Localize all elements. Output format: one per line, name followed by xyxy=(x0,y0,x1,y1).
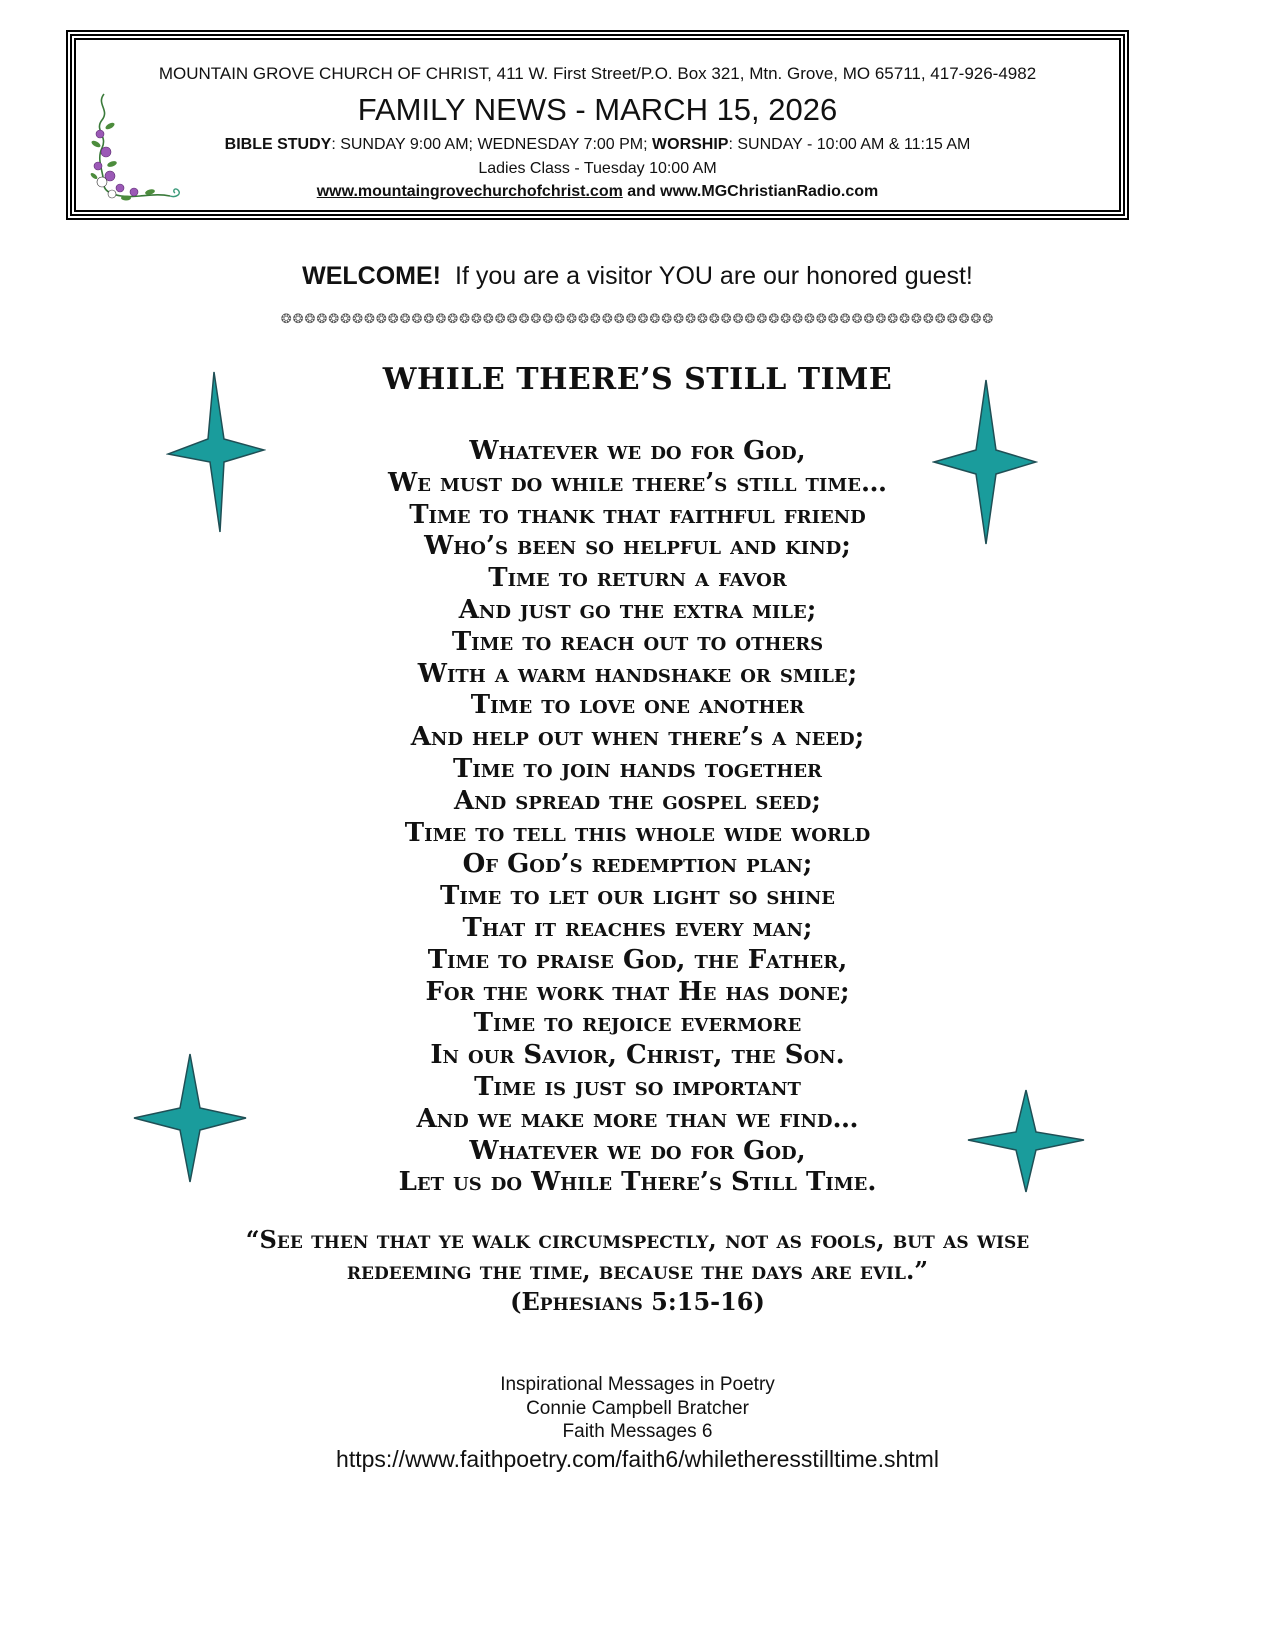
welcome-bold: WELCOME! xyxy=(302,262,441,290)
scripture-reference: (Ephesians 5:15-16) xyxy=(510,1287,765,1316)
poem-line: Time to let our light so shine xyxy=(439,881,836,912)
star-shape xyxy=(134,1054,246,1182)
radio-website-link[interactable]: www.MGChristianRadio.com xyxy=(660,183,879,200)
newsletter-title: FAMILY NEWS - MARCH 15, 2026 xyxy=(357,92,838,127)
poem-line: Time to tell this whole wide world xyxy=(404,817,871,848)
credit-series: Faith Messages 6 xyxy=(562,1421,713,1442)
poem-line: Time to rejoice evermore xyxy=(473,1008,802,1039)
poem-line: Time is just so important xyxy=(474,1071,801,1102)
poem-line: And spread the gospel seed; xyxy=(454,785,821,816)
poem-line: In our Savior, Christ, the Son. xyxy=(430,1040,845,1071)
poem-line: That it reaches every man; xyxy=(462,912,813,943)
credit-collection: Inspirational Messages in Poetry xyxy=(500,1374,775,1395)
poem-line: For the work that He has done; xyxy=(425,976,850,1007)
poem-line: With a warm handshake or smile; xyxy=(417,658,858,689)
poem-line: Who’s been so helpful and kind; xyxy=(424,531,851,562)
credit-url-link[interactable]: https://www.faithpoetry.com/faith6/whiletheresstilltime.shtml xyxy=(336,1445,939,1472)
church-website-link[interactable]: www.mountaingrovechurchofchrist.com xyxy=(316,183,623,200)
service-schedule xyxy=(76,136,1119,154)
church-header xyxy=(66,30,1129,220)
poem-line: Time to reach out to others xyxy=(451,626,824,657)
website-links xyxy=(76,183,1119,201)
poem-line: Time to praise God, the Father, xyxy=(427,944,848,975)
four-point-star-icon xyxy=(966,1088,1086,1194)
website-joiner: and xyxy=(622,183,661,200)
welcome-message xyxy=(0,262,1275,291)
bible-study-times: : SUNDAY 9:00 AM; WEDNESDAY 7:00 PM; xyxy=(331,136,653,153)
scripture-line-2: redeeming the time, because the days are evil.” xyxy=(346,1256,929,1285)
poem-line: Whatever we do for God, xyxy=(469,436,806,466)
worship-label: WORSHIP xyxy=(652,136,729,153)
star-shape xyxy=(968,1090,1084,1192)
worship-times: : SUNDAY - 10:00 AM & 11:15 AM xyxy=(728,136,971,153)
four-point-star-icon xyxy=(166,370,266,535)
ladies-class-time: Ladies Class - Tuesday 10:00 AM xyxy=(478,160,717,177)
ornament-divider: ❂❂❂❂❂❂❂❂❂❂❂❂❂❂❂❂❂❂❂❂❂❂❂❂❂❂❂❂❂❂❂❂❂❂❂❂❂❂❂❂❂❂❂❂❂❂❂❂❂❂❂❂❂❂❂❂❂❂❂❂ xyxy=(280,312,995,327)
poem-line: Time to return a favor xyxy=(488,563,787,594)
four-point-star-icon xyxy=(132,1052,248,1184)
welcome-text: If you are a visitor YOU are our honored guest! xyxy=(455,262,973,290)
poem-title: WHILE THERE’S STILL TIME xyxy=(382,362,893,397)
credit-author: Connie Campbell Bratcher xyxy=(526,1397,749,1419)
poem-line: Whatever we do for God, xyxy=(469,1135,806,1166)
poem-line: Let us do While There’s Still Time. xyxy=(398,1167,877,1198)
header-inner-border xyxy=(74,38,1121,212)
poem-line: And we make more than we find… xyxy=(416,1103,859,1134)
poem-line: We must do while there’s still time… xyxy=(388,467,887,498)
star-shape xyxy=(168,372,264,532)
poem-line: Of God’s redemption plan; xyxy=(462,849,813,880)
four-point-star-icon xyxy=(932,378,1038,546)
poem-line: Time to thank that faithful friend xyxy=(409,499,866,530)
scripture-line-1: “See then that ye walk circumspectly, not as fools, but as wise xyxy=(245,1225,1030,1254)
poem-line: And help out when there’s a need; xyxy=(410,722,865,753)
poem-credits xyxy=(0,1373,1275,1474)
poem-line: Time to join hands together xyxy=(452,753,823,784)
poem-line: And just go the extra mile; xyxy=(458,594,817,625)
scripture-quote xyxy=(0,1224,1275,1317)
poem-line: Time to love one another xyxy=(470,690,805,721)
church-address: MOUNTAIN GROVE CHURCH OF CHRIST, 411 W. First Street/P.O. Box 321, Mtn. Grove, MO 65711, 417-926-4982 xyxy=(158,64,1037,83)
bible-study-label: BIBLE STUDY xyxy=(224,136,332,153)
star-shape xyxy=(934,380,1036,544)
